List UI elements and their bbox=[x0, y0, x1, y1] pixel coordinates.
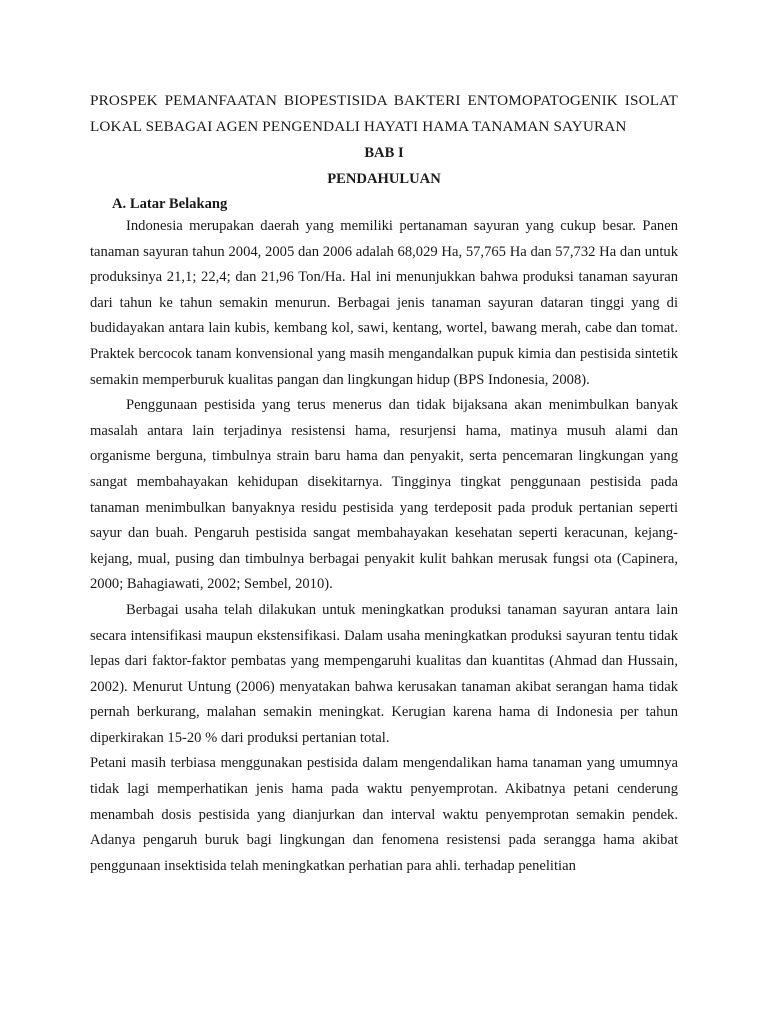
chapter-title: PENDAHULUAN bbox=[327, 171, 441, 187]
chapter-number: BAB I bbox=[364, 145, 404, 161]
section-heading: A. Latar Belakang bbox=[112, 196, 228, 212]
title-line-2: LOKAL SEBAGAI AGEN PENGENDALI HAYATI HAMA TANAMAN SAYURAN bbox=[90, 118, 627, 135]
paragraph-3: Berbagai usaha telah dilakukan untuk meningkatkan produksi tanaman sayuran antara lain secara intensifikasi maupun ekstensifikasi. Dalam usaha meningkatkan produksi sayuran tentu tidak lepas dari faktor-faktor pembatas yang mempengaruhi kualitas dan kuantitas (Ahmad dan Hussain, 2002). Menurut Untung (2006) menyatakan bahwa kerusakan tanaman akibat serangan hama tidak pernah berkurang, malahan semakin meningkat. Kerugian karena hama di Indonesia per tahun diperkirakan 15-20 % dari produksi pertanian total. bbox=[90, 601, 678, 746]
paragraph-4: Petani masih terbiasa menggunakan pestisida dalam mengendalikan hama tanaman yang umumnya tidak lagi memperhatikan jenis hama pada waktu penyemprotan. Akibatnya petani cenderung menambah dosis pestisida yang dianjurkan dan interval waktu penyemprotan semakin pendek. Adanya pengaruh buruk bagi lingkungan dan fenomena resistensi pada serangga hama akibat penggunaan insektisida telah meningkatkan perhatian para ahli. terhadap penelitian bbox=[90, 755, 678, 874]
paragraph-2: Penggunaan pestisida yang terus menerus dan tidak bijaksana akan menimbulkan banyak masalah antara lain terjadinya resistensi hama, resurjensi hama, matinya musuh alami dan organisme berguna, timbulnya strain baru hama dan penyakit, serta pencemaran lingkungan yang sangat membahayakan kehidupan disekitarnya. Tingginya tingkat penggunaan pestisida pada tanaman menimbulkan banyaknya residu pestisida yang terdeposit pada produk pertanian seperti sayur dan buah. Pengaruh pestisida sangat membahayakan kesehatan seperti keracunan, kejang-kejang, mual, pusing dan timbulnya berbagai penyakit kulit bahkan merusak fungsi ota (Capinera, 2000; Bahagiawati, 2002; Sembel, 2010). bbox=[90, 397, 678, 593]
title-line-1: PROSPEK PEMANFAATAN BIOPESTISIDA BAKTERI ENTOMOPATOGENIK ISOLAT bbox=[90, 92, 678, 109]
document-page bbox=[90, 88, 678, 879]
paragraph-1: Indonesia merupakan daerah yang memiliki pertanaman sayuran yang cukup besar. Panen tanaman sayuran tahun 2004, 2005 dan 2006 adalah 68,029 Ha, 57,765 Ha dan 57,732 Ha dan untuk produksinya 21,1; 22,4; dan 21,96 Ton/Ha. Hal ini menunjukkan bahwa produksi tanaman sayuran dari tahun ke tahun semakin menurun. Berbagai jenis tanaman sayuran dataran tinggi yang di budidayakan antara lain kubis, kembang kol, sawi, kentang, wortel, bawang merah, cabe dan tomat. Praktek bercocok tanam konvensional yang masih mengandalkan pupuk kimia dan pestisida sintetik semakin memperburuk kualitas pangan dan lingkungan hidup (BPS Indonesia, 2008). bbox=[90, 218, 678, 388]
document-title bbox=[90, 88, 678, 140]
